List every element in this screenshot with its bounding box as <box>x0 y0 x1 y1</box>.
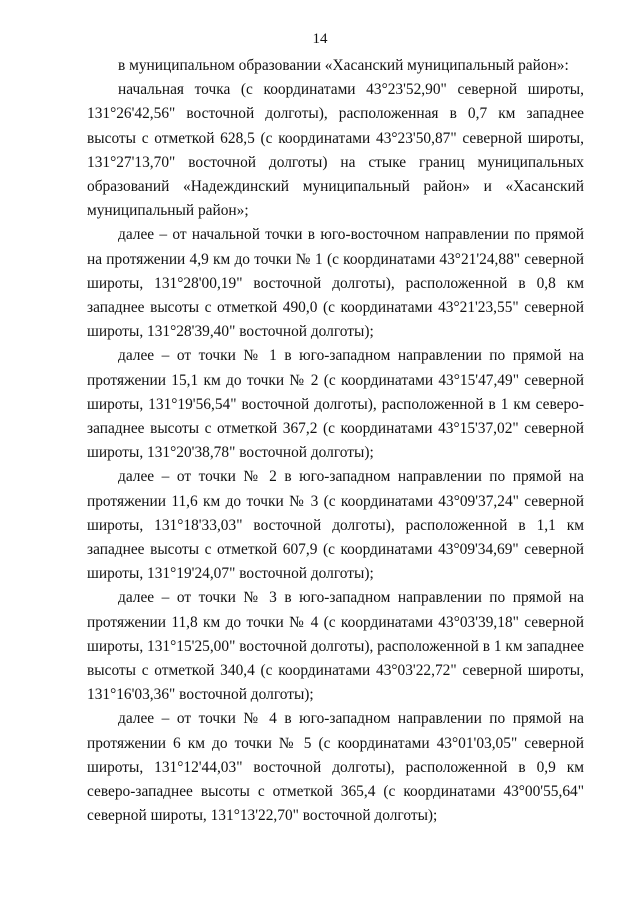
document-body <box>87 54 584 829</box>
paragraph-point-5: далее – от точки № 4 в юго-западном направлении по прямой на протяжении 6 км до точки № 5 (с координатами 43°01'03,05" северной широты, 131°12'44,03" восточной долготы), расположенной в 0,9 км северо-западнее высоты с отметкой 365,4 (с координатами 43°00'55,64" северной широты, 131°13'22,70" восточной долготы); <box>87 710 584 825</box>
paragraph-point-2: далее – от точки № 1 в юго-западном направлении по прямой на протяжении 15,1 км до точки № 2 (с координатами 43°15'47,49" северной широты, 131°19'56,54" восточной долготы), расположенной в 1 км северо-западнее высоты с отметкой 367,2 (с координатами 43°15'37,02" северной широты, 131°20'38,78" восточной долготы); <box>87 347 584 462</box>
page-number: 14 <box>312 31 328 47</box>
paragraph-point-3: далее – от точки № 2 в юго-западном направлении по прямой на протяжении 11,6 км до точки № 3 (с координатами 43°09'37,24" северной широты, 131°18'33,03" восточной долготы), расположенной в 1,1 км западнее высоты с отметкой 607,9 (с координатами 43°09'34,69" северной широты, 131°19'24,07" восточной долготы); <box>87 468 584 583</box>
paragraph-intro: в муниципальном образовании «Хасанский муниципальный район»: <box>118 57 569 74</box>
paragraph-point-1: далее – от начальной точки в юго-восточном направлении по прямой на протяжении 4,9 км до точки № 1 (с координатами 43°21'24,88" северной широты, 131°28'00,19" восточной долготы), расположенной в 0,8 км западнее высоты с отметкой 490,0 (с координатами 43°21'23,55" северной широты, 131°28'39,40" восточной долготы); <box>87 226 584 341</box>
paragraph-point-4: далее – от точки № 3 в юго-западном направлении по прямой на протяжении 11,8 км до точки № 4 (с координатами 43°03'39,18" северной широты, 131°15'25,00" восточной долготы), расположенной в 1 км западнее высоты с отметкой 340,4 (с координатами 43°03'22,72" северной широты, 131°16'03,36" восточной долготы); <box>87 589 584 704</box>
paragraph-start-point: начальная точка (с координатами 43°23'52,90" северной широты, 131°26'42,56" восточной долготы), расположенная в 0,7 км западнее высоты с отметкой 628,5 (с координатами 43°23'50,87" северной широты, 131°27'13,70" восточной долготы) на стыке границ муниципальных образований «Надеждинский муниципальный район» и «Хасанский муниципальный район»; <box>87 81 584 220</box>
